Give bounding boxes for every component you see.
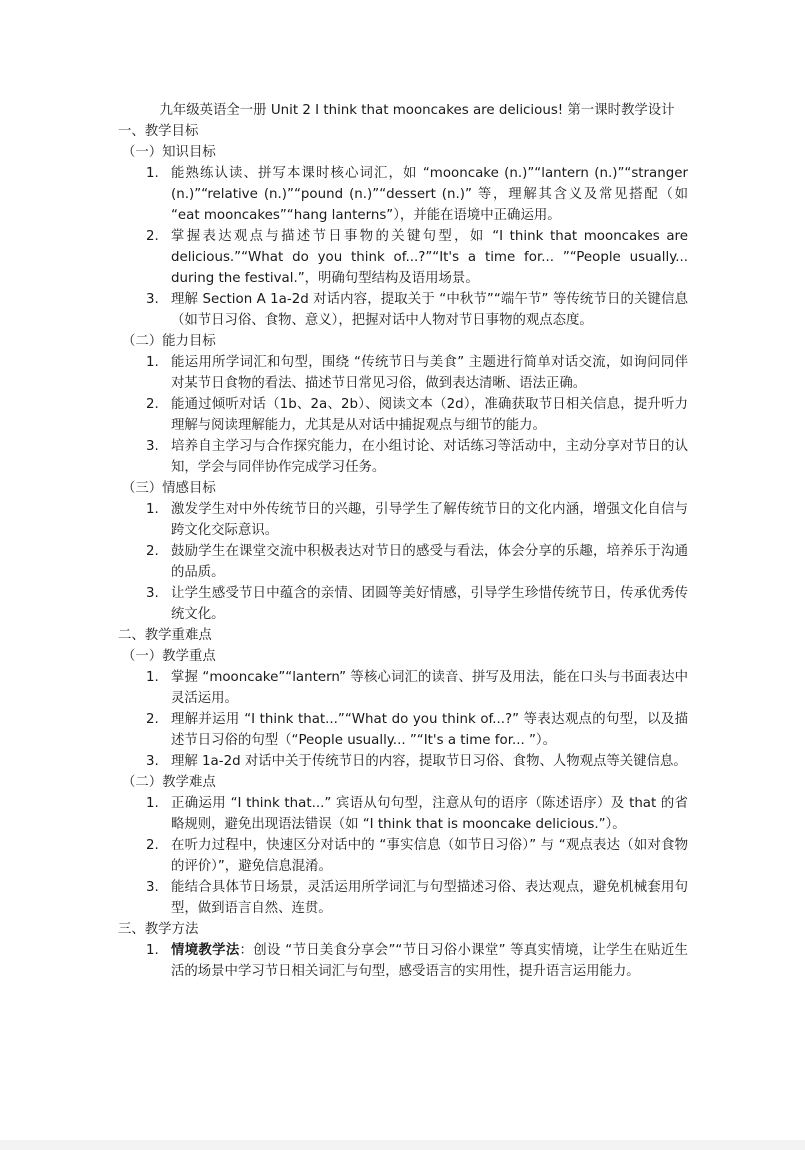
list-item xyxy=(118,835,688,877)
subsection-heading-focus: （一）教学重点 xyxy=(122,649,216,664)
item-number: 2. xyxy=(146,229,159,244)
item-text: 理解 Section A 1a-2d 对话内容，提取关于 “中秋节”“端午节” 等传统节日的关键信息（如节日习俗、食物、意义），把握对话中人物对节日事物的观点态度。 xyxy=(171,292,688,328)
item-number: 3. xyxy=(146,754,159,769)
item-text: 培养自主学习与合作探究能力，在小组讨论、对话练习等活动中，主动分享对节日的认知，学会与同伴协作完成学习任务。 xyxy=(171,439,688,475)
section-heading-methods: 三、教学方法 xyxy=(118,922,199,937)
item-number: 1. xyxy=(146,670,159,685)
item-number: 2. xyxy=(146,712,159,727)
item-text: 能结合具体节日场景，灵活运用所学词汇与句型描述习俗、表达观点，避免机械套用句型，做到语言自然、连贯。 xyxy=(171,880,688,916)
item-text: 理解并运用 “I think that...”“What do you think of...?” 等表达观点的句型，以及描述节日习俗的句型（“People usually... ”“It's a time for... ”）。 xyxy=(171,712,688,748)
item-text: 掌握 “mooncake”“lantern” 等核心词汇的读音、拼写及用法，能在口头与书面表达中灵活运用。 xyxy=(171,670,688,706)
subsection-heading-knowledge: （一）知识目标 xyxy=(122,145,216,160)
list-item xyxy=(118,394,688,436)
item-number: 1. xyxy=(146,502,159,517)
list-item xyxy=(118,877,688,919)
list-item xyxy=(118,709,688,751)
item-number: 1. xyxy=(146,943,159,958)
document-title: 九年级英语全一册 Unit 2 I think that mooncakes are delicious! 第一课时教学设计 xyxy=(159,103,675,118)
item-number: 3. xyxy=(146,586,159,601)
list-item xyxy=(118,541,688,583)
list-item xyxy=(118,667,688,709)
item-text: 正确运用 “I think that...” 宾语从句句型，注意从句的语序（陈述语序）及 that 的省略规则，避免出现语法错误（如 “I think that is mooncake delicious.”）。 xyxy=(171,796,688,832)
item-text: 鼓励学生在课堂交流中积极表达对节日的感受与看法，体会分享的乐趣，培养乐于沟通的品质。 xyxy=(171,544,688,580)
item-number: 2. xyxy=(146,397,159,412)
method-name: 情境教学法 xyxy=(171,943,240,958)
item-number: 2. xyxy=(146,544,159,559)
item-number: 1. xyxy=(146,796,159,811)
list-item xyxy=(118,751,688,772)
list-item xyxy=(118,793,688,835)
item-text: 理解 1a-2d 对话中关于传统节日的内容，提取节日习俗、食物、人物观点等关键信息。 xyxy=(171,754,687,769)
item-text: 激发学生对中外传统节日的兴趣，引导学生了解传统节日的文化内涵，增强文化自信与跨文化交际意识。 xyxy=(171,502,688,538)
section-heading-objectives: 一、教学目标 xyxy=(118,124,199,139)
list-item xyxy=(118,436,688,478)
item-text: 掌握表达观点与描述节日事物的关键句型，如 “I think that mooncakes are delicious.”“What do you think of...?”“It's a time for... ”“People usually... during the festival.”，明确句型结构及语用场景。 xyxy=(171,229,688,286)
item-text: 能熟练认读、拼写本课时核心词汇，如 “mooncake (n.)”“lantern (n.)”“stranger (n.)”“relative (n.)”“pound (n.)”“dessert (n.)” 等，理解其含义及常见搭配（如 “eat mooncakes”“hang lanterns”），并能在语境中正确运用。 xyxy=(171,166,688,223)
list-item xyxy=(118,940,688,982)
list-item xyxy=(118,289,688,331)
item-text: ：创设 “节日美食分享会”“节日习俗小课堂” 等真实情境，让学生在贴近生活的场景中学习节日相关词汇与句型，感受语言的实用性，提升语言运用能力。 xyxy=(171,943,689,979)
item-text: 能通过倾听对话（1b、2a、2b）、阅读文本（2d），准确获取节日相关信息，提升听力理解与阅读理解能力，尤其是从对话中捕捉观点与细节的能力。 xyxy=(171,397,688,433)
list-item xyxy=(118,583,688,625)
item-number: 3. xyxy=(146,439,159,454)
item-text: 让学生感受节日中蕴含的亲情、团圆等美好情感，引导学生珍惜传统节日，传承优秀传统文化。 xyxy=(171,586,688,622)
list-item xyxy=(118,499,688,541)
subsection-heading-emotion: （三）情感目标 xyxy=(122,481,216,496)
item-number: 3. xyxy=(146,292,159,307)
item-text: 在听力过程中，快速区分对话中的 “事实信息（如节日习俗）” 与 “观点表达（如对食物的评价）”，避免信息混淆。 xyxy=(171,838,688,874)
item-text: 能运用所学词汇和句型，围绕 “传统节日与美食” 主题进行简单对话交流，如询问同伴对某节日食物的看法、描述节日常见习俗，做到表达清晰、语法正确。 xyxy=(171,355,688,391)
list-item xyxy=(118,226,688,289)
subsection-heading-ability: （二）能力目标 xyxy=(122,334,216,349)
item-number: 1. xyxy=(146,166,159,181)
item-number: 1. xyxy=(146,355,159,370)
item-number: 3. xyxy=(146,880,159,895)
section-heading-key-points: 二、教学重难点 xyxy=(118,628,212,643)
list-item xyxy=(118,352,688,394)
subsection-heading-difficulty: （二）教学难点 xyxy=(122,775,216,790)
list-item xyxy=(118,163,688,226)
document-content xyxy=(118,100,688,982)
item-number: 2. xyxy=(146,838,159,853)
